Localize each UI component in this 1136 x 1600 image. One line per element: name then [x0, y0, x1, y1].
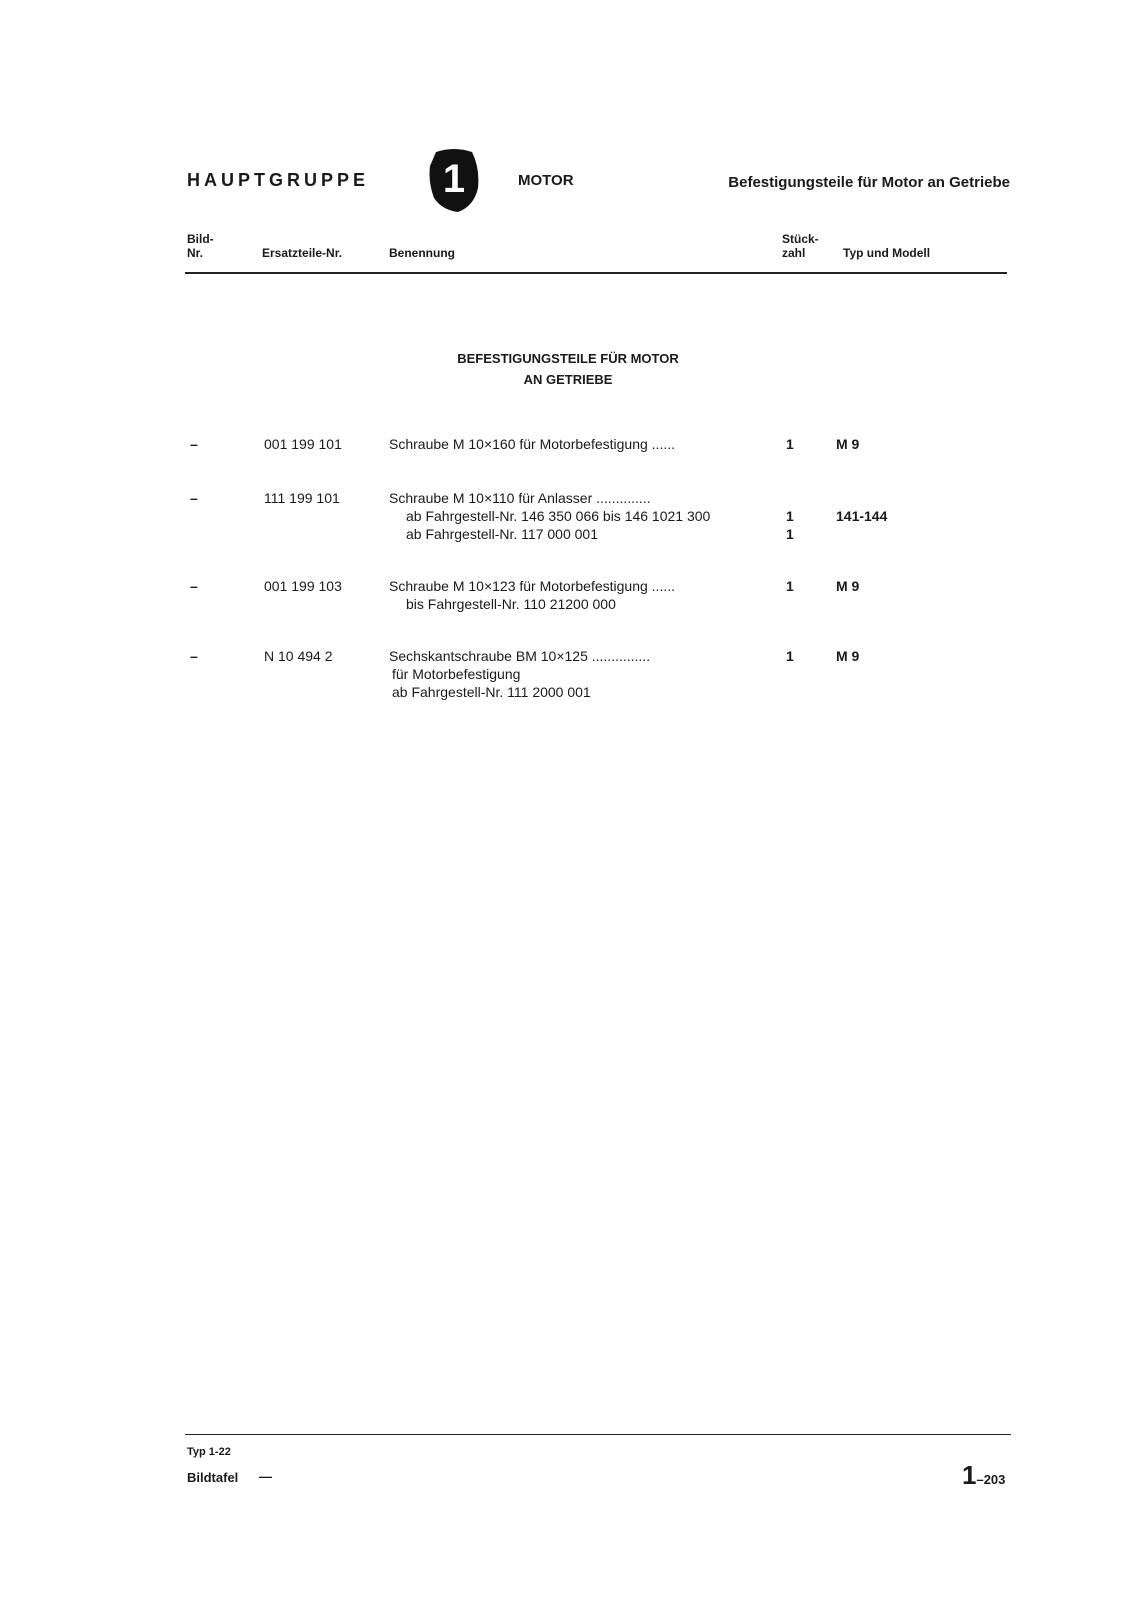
row-part-number: N 10 494 2 [264, 648, 333, 664]
footer-bildtafel-value: — [259, 1469, 272, 1484]
column-stueckzahl-line1: Stück- [782, 232, 819, 246]
row-description-line: ab Fahrgestell-Nr. 117 000 001 [406, 526, 598, 542]
group-number: 1 [442, 157, 466, 201]
parts-row [0, 490, 1136, 550]
column-bild-nr-line1: Bild- [187, 232, 214, 246]
parts-row [0, 436, 1136, 496]
row-description-line: ab Fahrgestell-Nr. 111 2000 001 [392, 684, 591, 700]
table-subtitle [0, 348, 1136, 390]
row-part-number: 001 199 103 [264, 578, 342, 594]
column-stueckzahl-line2: zahl [782, 246, 806, 260]
row-description-line: Schraube M 10×123 für Motorbefestigung ...... [389, 578, 676, 594]
column-stueckzahl [782, 232, 819, 260]
row-quantity: 1 [786, 526, 794, 542]
row-description-line: Schraube M 10×160 für Motorbefestigung ...... [389, 436, 676, 452]
parts-row [0, 648, 1136, 708]
column-bild-nr [187, 232, 214, 260]
row-description-line: Sechskantschraube BM 10×125 ............... [389, 648, 651, 664]
table-subtitle-line1: BEFESTIGUNGSTEILE FÜR MOTOR [457, 351, 679, 366]
row-model: 141-144 [836, 508, 888, 524]
row-model: M 9 [836, 436, 860, 452]
row-quantity: 1 [786, 508, 794, 524]
section-title: Befestigungsteile für Motor an Getriebe [728, 174, 1010, 191]
row-position: – [190, 436, 198, 452]
footer-divider [185, 1434, 1011, 1435]
row-description-line: Schraube M 10×110 für Anlasser .............. [389, 490, 651, 506]
row-quantity: 1 [786, 648, 794, 664]
row-position: – [190, 648, 198, 664]
column-benennung: Benennung [389, 246, 455, 260]
header-divider [185, 272, 1007, 274]
page-number-minor: –203 [976, 1472, 1006, 1487]
column-ersatzteile-nr: Ersatzteile-Nr. [262, 246, 343, 260]
parts-row [0, 578, 1136, 618]
row-description-line: bis Fahrgestell-Nr. 110 21200 000 [406, 596, 616, 612]
group-name: MOTOR [518, 172, 574, 189]
row-model: M 9 [836, 578, 860, 594]
row-quantity: 1 [786, 436, 794, 452]
row-description-line: für Motorbefestigung [392, 666, 521, 682]
footer-bildtafel-label: Bildtafel [187, 1470, 239, 1485]
column-bild-nr-line2: Nr. [187, 246, 204, 260]
group-number-badge [428, 148, 480, 214]
row-position: – [190, 490, 198, 506]
page-number-major: 1 [962, 1460, 977, 1490]
footer-typ: Typ 1-22 [187, 1446, 231, 1458]
table-subtitle-line2: AN GETRIEBE [523, 372, 613, 387]
hauptgruppe-label: HAUPTGRUPPE [187, 170, 370, 190]
column-typ-und-modell: Typ und Modell [843, 246, 931, 260]
row-description-line: ab Fahrgestell-Nr. 146 350 066 bis 146 1021 300 [406, 508, 711, 524]
row-model: M 9 [836, 648, 860, 664]
row-quantity: 1 [786, 578, 794, 594]
page-number [962, 1460, 1005, 1491]
row-part-number: 111 199 101 [264, 490, 340, 506]
row-position: – [190, 578, 198, 594]
row-part-number: 001 199 101 [264, 436, 342, 452]
